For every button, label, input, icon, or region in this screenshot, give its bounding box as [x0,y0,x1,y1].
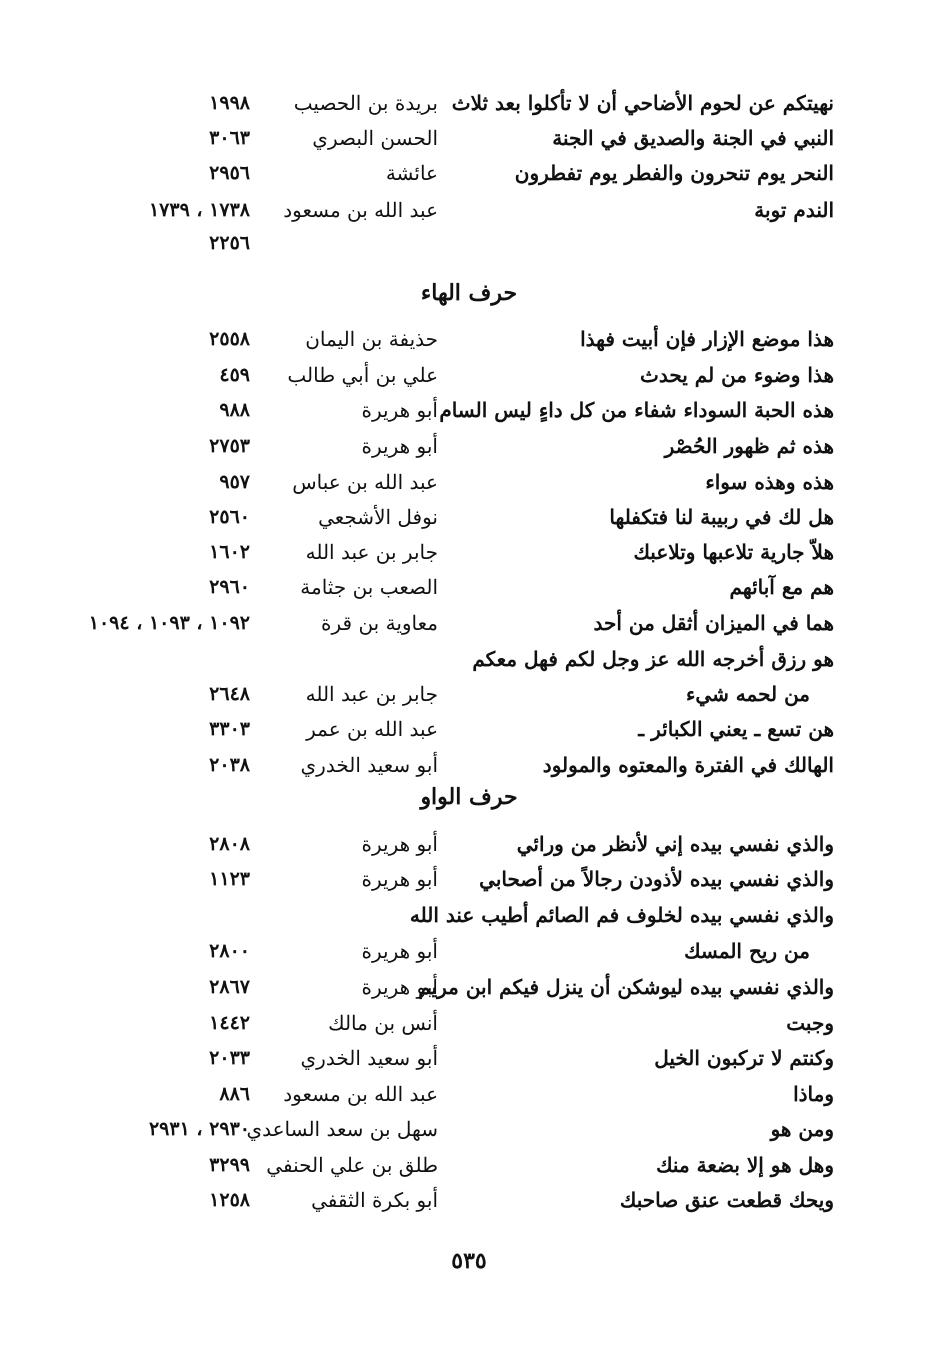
hadith-number: ٢٥٥٨ [209,328,250,350]
index-entry-row [0,1112,938,1146]
narrator-name: الصعب بن جثامة [300,575,438,599]
hadith-phrase: هذا موضع الإزار فإن أبيت فهذا [580,327,834,351]
index-entry-row [0,429,938,463]
hadith-number: ١٤٤٢ [209,1012,250,1034]
hadith-number: ٣٣٠٣ [209,718,250,740]
index-entry-row [0,358,938,392]
hadith-number: ٨٨٦ [219,1083,250,1105]
narrator-name: عبد الله بن عمر [306,717,438,741]
hadith-number: ١٦٠٢ [209,541,250,563]
index-entry-row [0,1077,938,1111]
index-entry-row [0,712,938,746]
hadith-number: ٤٥٩ [219,364,250,386]
narrator-name: عبد الله بن مسعود [283,198,438,222]
index-entry-row [0,677,938,711]
narrator-name: عبد الله بن مسعود [283,1082,438,1106]
hadith-number: ١١٢٣ [209,868,250,890]
index-entry-row [0,748,938,782]
narrator-name: أبو هريرة [361,867,438,891]
hadith-phrase: والذي نفسي بيده ليوشكن أن ينزل فيكم ابن مريم [418,975,834,999]
hadith-number: ٣٠٦٣ [209,127,250,149]
hadith-number: ١٢٥٨ [209,1189,250,1211]
narrator-name: معاوية بن قرة [321,611,438,635]
narrator-name: جابر بن عبد الله [305,682,438,706]
hadith-number: ٢٩٣٠ ، ٢٩٣١ [148,1118,250,1140]
narrator-name: أبو هريرة [361,939,438,963]
hadith-phrase: والذي نفسي بيده إني لأنظر من ورائي [516,832,834,856]
hadith-number: ١٩٩٨ [209,92,250,114]
hadith-number: ٢٧٥٣ [209,435,250,457]
hadith-phrase: النحر يوم تنحرون والفطر يوم تفطرون [514,161,834,185]
hadith-number: ٢٨٠٨ [209,833,250,855]
narrator-name: أبو سعيد الخدري [300,1046,438,1070]
hadith-phrase: هن تسع ـ يعني الكبائر ـ [638,717,834,741]
hadith-phrase: النبي في الجنة والصديق في الجنة [552,126,834,150]
narrator-name: علي بن أبي طالب [287,363,438,387]
hadith-number: ٩٥٧ [219,471,250,493]
hadith-phrase: وكنتم لا تركبون الخيل [654,1046,834,1070]
hadith-number: ٣٢٩٩ [209,1154,250,1176]
hadith-number: ١٧٣٨ ، ١٧٣٩ [148,199,250,221]
hadith-number: ٩٨٨ [219,399,250,421]
index-entry-row [0,393,938,427]
narrator-name: أبو هريرة [361,434,438,458]
hadith-phrase: هلاّ جارية تلاعبها وتلاعبك [633,540,834,564]
narrator-name: أبو هريرة [361,398,438,422]
section-heading-haa: حرف الهاء [420,280,518,306]
index-entry-row [0,226,938,260]
index-entry-row [0,322,938,356]
hadith-phrase: والذي نفسي بيده لخلوف فم الصائم أطيب عند الله [409,903,834,927]
page-number: ٥٣٥ [451,1248,487,1274]
index-entry-row [0,827,938,861]
index-entry-row [0,898,938,932]
hadith-phrase: من لحمه شيء [686,682,810,706]
index-entry-row [0,500,938,534]
index-entry-row [0,1006,938,1040]
index-entry-row [0,862,938,896]
hadith-number: ٢٠٣٣ [209,1047,250,1069]
hadith-phrase: هذا وضوء من لم يحدث [640,363,834,387]
index-entry-row [0,156,938,190]
index-entry-row [0,934,938,968]
index-entry-row [0,1148,938,1182]
hadith-number: ٢٨٦٧ [209,976,250,998]
hadith-phrase: من ريح المسك [684,939,810,963]
hadith-number: ٢٦٤٨ [209,683,250,705]
hadith-phrase: الهالك في الفترة والمعتوه والمولود [542,753,834,777]
hadith-number: ٢٢٥٦ [209,232,250,254]
hadith-phrase: وماذا [793,1082,834,1106]
narrator-name: أبو سعيد الخدري [300,753,438,777]
narrator-name: طلق بن علي الحنفي [266,1153,438,1177]
narrator-name: جابر بن عبد الله [305,540,438,564]
index-entry-row [0,1183,938,1217]
hadith-number: ١٠٩٢ ، ١٠٩٣ ، ١٠٩٤ [88,612,250,634]
index-entry-row [0,642,938,676]
hadith-phrase: هل لك في ربيبة لنا فتكفلها [609,505,834,529]
narrator-name: أبو بكرة الثقفي [311,1188,438,1212]
index-entry-row [0,606,938,640]
hadith-phrase: ويحك قطعت عنق صاحبك [619,1188,834,1212]
hadith-phrase: هذه وهذه سواء [705,470,834,494]
index-entry-row [0,86,938,120]
hadith-phrase: والذي نفسي بيده لأذودن رجالاً من أصحابي [479,867,834,891]
hadith-phrase: وجبت [786,1011,834,1035]
index-entry-row [0,1041,938,1075]
hadith-phrase: هو رزق أخرجه الله عز وجل لكم فهل معكم [472,647,834,671]
narrator-name: أبو هريرة [361,975,438,999]
narrator-name: حذيفة بن اليمان [305,327,438,351]
hadith-number: ٢٩٥٦ [209,162,250,184]
hadith-phrase: نهيتكم عن لحوم الأضاحي أن لا تأكلوا بعد ثلاث [451,91,834,115]
hadith-phrase: هذه ثم ظهور الحُصْر [664,434,834,458]
narrator-name: عبد الله بن عباس [292,470,438,494]
narrator-name: نوفل الأشجعي [318,505,438,529]
hadith-number: ٢٠٣٨ [209,754,250,776]
index-entry-row [0,970,938,1004]
narrator-name: سهل بن سعد الساعدي [246,1117,438,1141]
hadith-phrase: الندم توبة [754,198,834,222]
narrator-name: عائشة [385,161,438,185]
hadith-number: ٢٥٦٠ [209,506,250,528]
narrator-name: بريدة بن الحصيب [293,91,438,115]
narrator-name: الحسن البصري [312,126,438,150]
hadith-number: ٢٩٦٠ [209,576,250,598]
index-entry-row [0,570,938,604]
narrator-name: أنس بن مالك [328,1011,438,1035]
hadith-phrase: هم مع آبائهم [729,575,834,599]
hadith-phrase: هذه الحبة السوداء شفاء من كل داءٍ ليس السام [439,398,834,422]
hadith-phrase: هما في الميزان أثقل من أحد [593,611,834,635]
hadith-phrase: وهل هو إلا بضعة منك [656,1153,834,1177]
hadith-number: ٢٨٠٠ [209,940,250,962]
index-entry-row [0,465,938,499]
narrator-name: أبو هريرة [361,832,438,856]
index-entry-row [0,121,938,155]
index-entry-row [0,193,938,227]
hadith-phrase: ومن هو [770,1117,834,1141]
index-entry-row [0,535,938,569]
section-heading-waw: حرف الواو [420,784,518,810]
